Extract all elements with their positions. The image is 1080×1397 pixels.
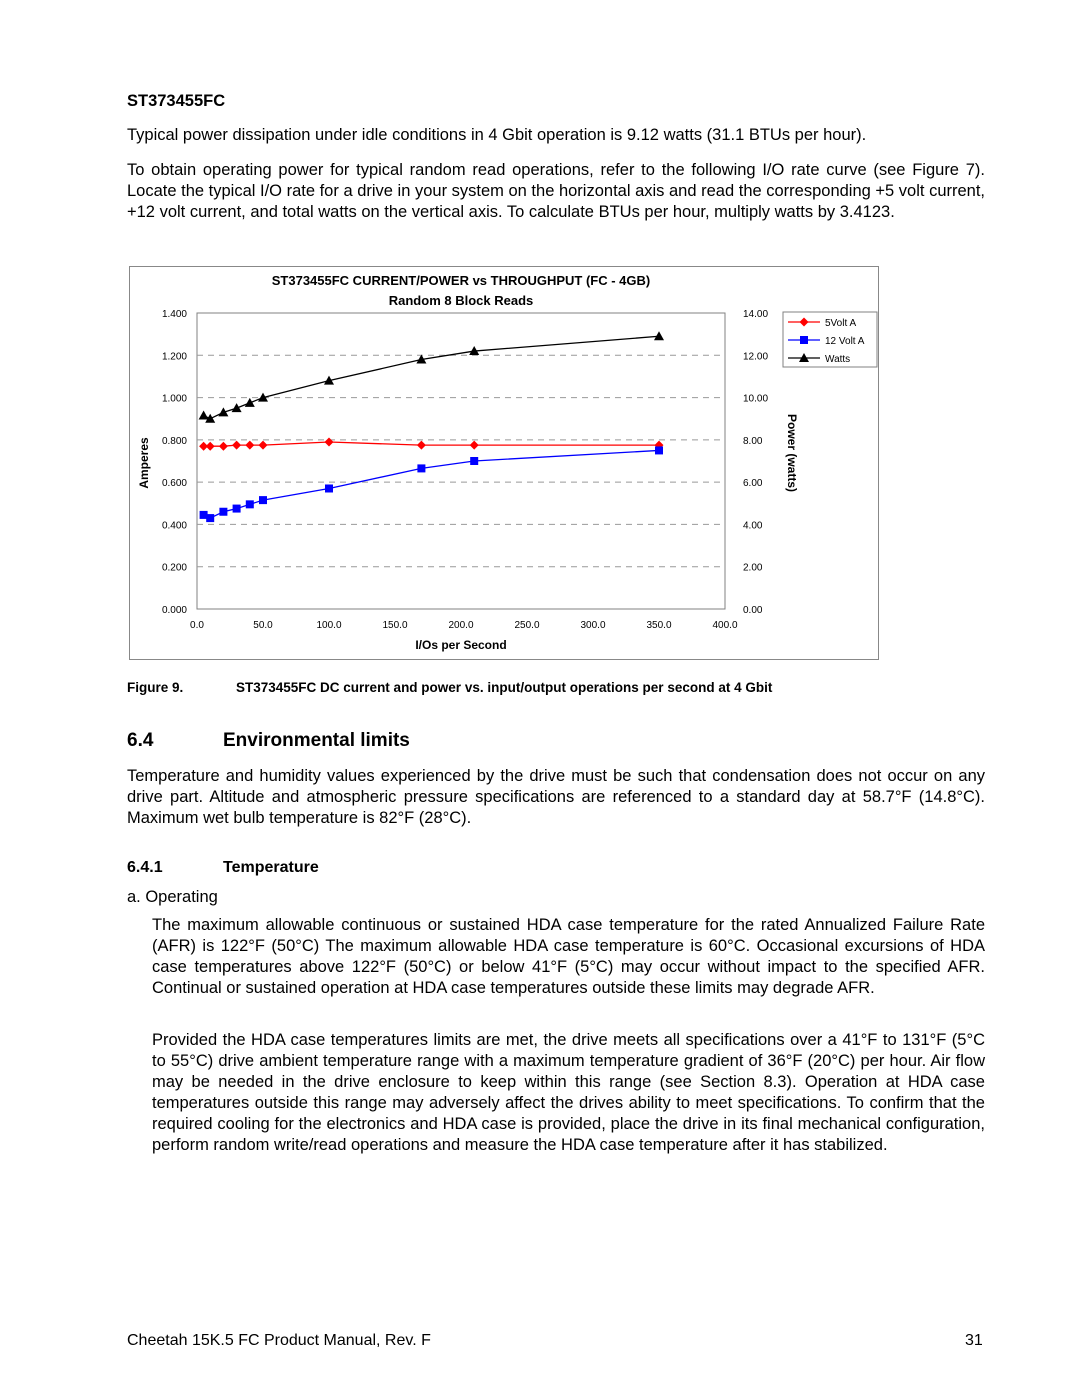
y-tick-label: 1.400 <box>161 309 187 320</box>
y-tick-label: 0.000 <box>161 605 187 616</box>
x-tick-label: 250.0 <box>514 620 540 631</box>
operating-power-paragraph: To obtain operating power for typical random read operations, refer to the following I/O rate curve (see Figure 7). Locate the typical I/O rate for a drive in your system on the horizontal axis and read the corresponding +5 volt current, +12 volt current, and total watts on the vertical axis. To calculate BTUs per hour, multiply watts by 3.4123. <box>127 161 985 221</box>
y-tick-label: 0.200 <box>161 562 187 574</box>
data-point-1 <box>259 496 267 504</box>
chart-title: ST373455FC CURRENT/POWER vs THROUGHPUT (FC - 4GB) <box>271 273 651 288</box>
environment-paragraph: Temperature and humidity values experienced by the drive must be such that condensation does not occur on any drive part. Altitude and atmospheric pressure specifications are referenced to a standard day at 58.7°F (14.8°C). Maximum wet bulb temperature is 82°F (28°C). <box>127 767 985 827</box>
y2-axis-label: Power (watts) <box>785 413 799 493</box>
legend-label: 12 Volt A <box>825 336 865 347</box>
section-number: 6.4 <box>127 730 154 751</box>
y2-tick-label: 10.00 <box>743 393 769 405</box>
subsection-title: Temperature <box>223 859 319 876</box>
y-tick-label: 1.200 <box>161 351 187 363</box>
data-point-1 <box>206 514 214 522</box>
x-tick-label: 100.0 <box>316 620 342 631</box>
legend-marker-1 <box>800 336 808 344</box>
plot-area <box>197 313 725 609</box>
legend-label: Watts <box>825 354 851 365</box>
y-tick-label: 0.400 <box>161 520 187 532</box>
subsection-number: 6.4.1 <box>127 859 163 876</box>
data-point-1 <box>655 446 663 454</box>
x-tick-label: 300.0 <box>580 620 606 631</box>
y2-tick-label: 0.00 <box>743 605 763 616</box>
y-axis-label: Amperes <box>137 437 151 489</box>
y2-tick-label: 6.00 <box>743 478 763 490</box>
idle-power-paragraph: Typical power dissipation under idle conditions in 4 Gbit operation is 9.12 watts (31.1 BTUs per hour). <box>127 126 867 144</box>
y-tick-label: 0.800 <box>161 435 187 447</box>
footer-title: Cheetah 15K.5 FC Product Manual, Rev. F <box>127 1332 431 1349</box>
temperature-paragraph-1: The maximum allowable continuous or sustained HDA case temperature for the rated Annualized Failure Rate (AFR) is 122°F (50°C) The maximum allowable HDA case temperature is 60°C. Occasional excursions of HDA case temperatures above 122°F (50°C) or below 41°F (5°C) may occur without impact to the specified AFR. Continual or sustained operation at HDA case temperatures outside these limits may degrade AFR. <box>152 916 985 997</box>
data-point-1 <box>417 464 425 472</box>
y-tick-label: 1.000 <box>161 393 187 405</box>
figure-chart <box>129 266 879 660</box>
figure-label: Figure 9. <box>127 680 184 695</box>
page-number: 31 <box>965 1332 983 1349</box>
legend-label: 5Volt A <box>825 318 857 329</box>
data-point-1 <box>219 508 227 516</box>
y2-tick-label: 2.00 <box>743 562 763 574</box>
data-point-1 <box>233 505 241 513</box>
x-axis-label: I/Os per Second <box>415 638 507 652</box>
section-title: Environmental limits <box>223 730 410 751</box>
y2-tick-label: 12.00 <box>743 351 769 363</box>
x-tick-label: 0.0 <box>190 620 204 631</box>
model-heading: ST373455FC <box>127 92 226 110</box>
x-tick-label: 200.0 <box>448 620 474 631</box>
y2-tick-label: 4.00 <box>743 520 763 532</box>
x-tick-label: 50.0 <box>253 620 273 631</box>
operating-item: a. Operating <box>127 888 218 906</box>
chart-svg <box>130 267 878 659</box>
data-point-1 <box>470 457 478 465</box>
figure-caption: ST373455FC DC current and power vs. input/output operations per second at 4 Gbit <box>236 680 773 695</box>
x-tick-label: 150.0 <box>382 620 408 631</box>
data-point-1 <box>246 500 254 508</box>
y2-tick-label: 8.00 <box>743 435 763 447</box>
x-tick-label: 350.0 <box>646 620 672 631</box>
y2-tick-label: 14.00 <box>743 309 769 320</box>
y-tick-label: 0.600 <box>161 478 187 490</box>
data-point-1 <box>325 484 333 492</box>
x-tick-label: 400.0 <box>712 620 738 631</box>
chart-subtitle: Random 8 Block Reads <box>388 293 534 308</box>
temperature-paragraph-2: Provided the HDA case temperatures limits are met, the drive meets all specifications over a 41°F to 131°F (5°C to 55°C) drive ambient temperature range with a maximum temperature gradient of 36°F (20°C) per hour. Air flow may be needed in the drive enclosure to keep within this range (see Section 8.3). Operation at HDA case temperatures outside this range may adversely affect the drives ability to meet specifications. To confirm that the required cooling for the electronics and HDA case is provided, place the drive in its final mechanical configuration, perform random write/read operations and measure the HDA case temperature after it has stabilized. <box>152 1031 985 1154</box>
